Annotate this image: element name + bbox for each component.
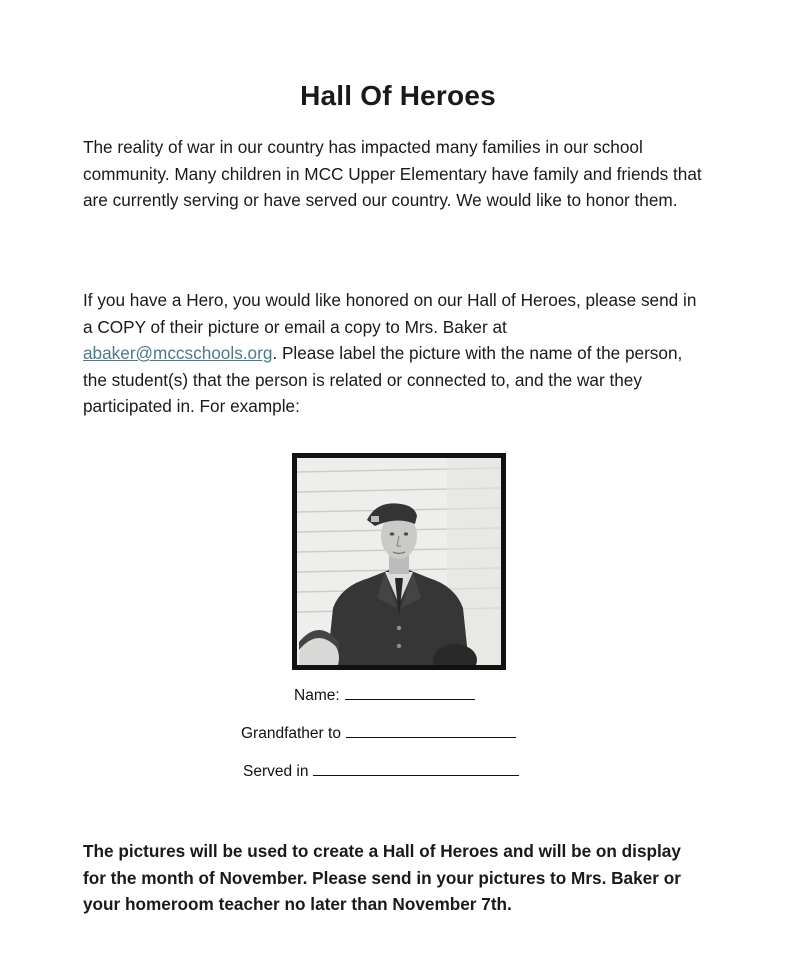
grandfather-label: Grandfather to bbox=[241, 725, 341, 742]
served-blank bbox=[313, 761, 519, 776]
instructions-paragraph bbox=[83, 287, 703, 420]
instructions-text-after: . Please label the picture with the name of the person, the student(s) that the person is related or connected to, and the war they participated in. For example: bbox=[83, 343, 683, 416]
example-served-line bbox=[243, 761, 519, 781]
soldier-portrait-photo-icon bbox=[297, 458, 501, 665]
served-label: Served in bbox=[243, 763, 309, 780]
intro-paragraph: The reality of war in our country has impacted many families in our school community. Many children in MCC Upper Elementary have family and friends that are currently serving or have served our country. We would like to honor them. bbox=[83, 137, 702, 210]
email-link[interactable]: abaker@mccschools.org bbox=[83, 343, 273, 363]
page-title: Hall Of Heroes bbox=[300, 80, 496, 111]
example-soldier-photo bbox=[292, 453, 506, 670]
example-name-line bbox=[294, 685, 475, 705]
closing-paragraph: The pictures will be used to create a Hall of Heroes and will be on display for the month of November. Please send in your pictures to Mrs. Baker or your homeroom teacher no later than November 7th. bbox=[83, 841, 681, 914]
name-blank bbox=[345, 685, 475, 700]
grandfather-blank bbox=[346, 723, 516, 738]
example-grandfather-line bbox=[241, 723, 516, 743]
instructions-text-before: If you have a Hero, you would like honored on our Hall of Heroes, please send in a COPY of their picture or email a copy to Mrs. Baker at bbox=[83, 290, 697, 337]
name-label: Name: bbox=[294, 687, 340, 704]
